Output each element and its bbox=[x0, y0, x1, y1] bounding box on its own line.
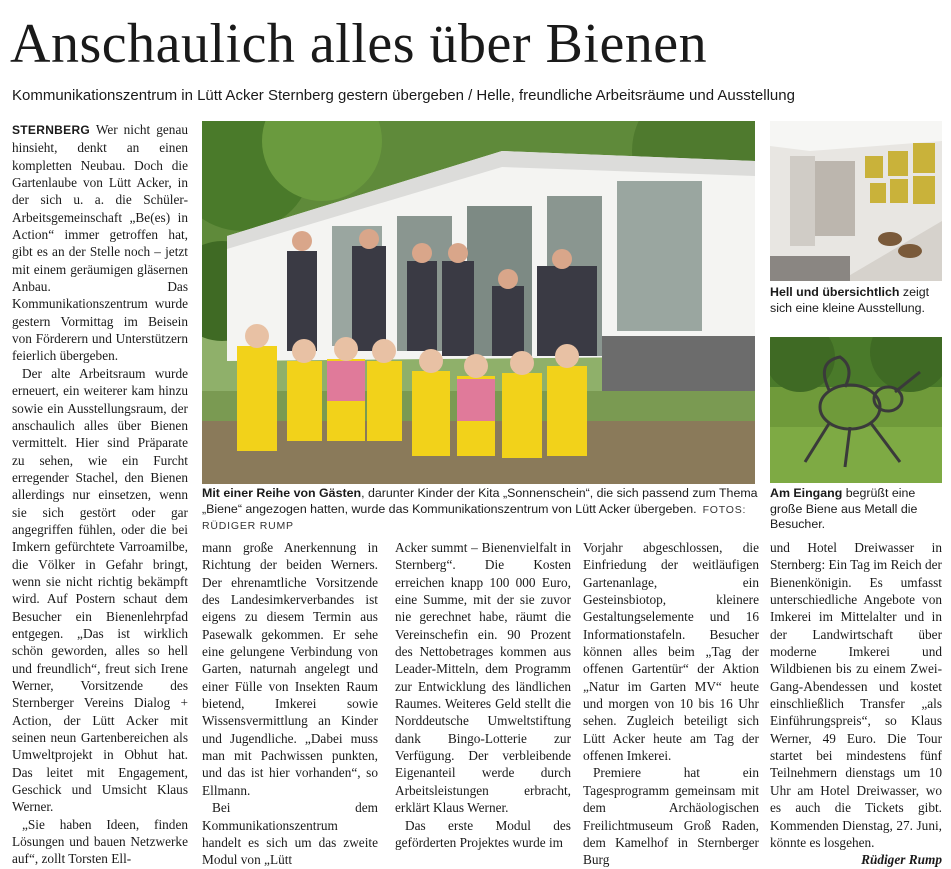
paragraph: Bei dem Kommunikationszentrum handelt es sich um das zweite Modul von „Lütt bbox=[202, 800, 378, 868]
metal-bee-sculpture-photo bbox=[770, 337, 942, 483]
subheadline: Kommunikationszentrum in Lütt Acker Sternberg gestern übergeben / Helle, freundliche Arbeitsräume und Ausstellung bbox=[12, 87, 795, 104]
paragraph: „Sie haben Ideen, finden Lösungen und bauen Netzwerke auf“, zollt Torsten Ell- bbox=[12, 816, 188, 867]
article-column-3 bbox=[395, 539, 571, 851]
paragraph: Acker summt – Bienenvielfalt in Sternberg“. Die Kosten erreichen knapp 100 000 Euro, eine Summe, mit der sie zuvor nie gerechnet habe, räumt die Vereinschefin ein. 90 Prozent des Nettobetrages kommen aus Leader-Mitteln, dem Programm zur Entwicklung des ländlichen Raumes. Weiteres Geld stellt die Norddeutsche Umweltstiftung dank Bingo-Lotterie zur Verfügung. Der verbleibende Eigenanteil werde durch Arbeitsleistungen erbracht, erklärt Klaus Werner. bbox=[395, 540, 571, 816]
headline: Anschaulich alles über Bienen bbox=[10, 13, 708, 75]
exhibition-room-photo bbox=[770, 121, 942, 281]
caption-text: begrüßt eine große Biene aus Metall die Besucher. bbox=[770, 486, 918, 531]
author-byline: Rüdiger Rump bbox=[861, 852, 942, 868]
article-column-1 bbox=[12, 121, 188, 868]
bee-photo-caption bbox=[770, 486, 946, 533]
dateline: STERNBERG bbox=[12, 123, 91, 137]
exhibition-photo-caption bbox=[770, 285, 946, 316]
main-photo-group-at-building bbox=[202, 121, 755, 484]
paragraph: Premiere hat ein Tagesprogramm gemeinsam mit dem Archäologischen Freilichtmuseum Groß Raden, dem Kamelhof in Sternberger Burg bbox=[583, 765, 759, 868]
paragraph bbox=[770, 539, 942, 868]
paragraph: mann große Anerkennung in Richtung der beiden Werners. Der ehrenamtliche Vorsitzende des Landesimkerverbandes ist eigens zu diesem Termin aus Pasewalk gekommen. Er sehe eine gelungene Verbindung von Garten, naturnah angelegt und einer Fülle von Insekten Raum bietend, Imkerei sowie Wissensvermittlung an Kinder und Jugendliche. „Dabei muss man mit Pachwissen punkten, und das ist hier vorhanden“, so Ellmann. bbox=[202, 540, 378, 798]
article-column-4 bbox=[583, 539, 759, 869]
caption-text: , darunter Kinder der Kita „Sonnenschein“, die sich passend zum Thema „Biene“ angezogen hatten, wurde das Kommunikationszentrum von Lütt Acker übergeben. bbox=[202, 486, 758, 516]
paragraph: Vorjahr abgeschlossen, die Einfriedung der weitläufigen Gartenanlage, ein Gesteinsbiotop, kleinere Gestaltungselemente und 16 Informationstafeln. Besucher können alles beim „Tag der offenen Gartentür“ der Aktion „Natur im Garten MV“ heute und morgen von 10 bis 16 Uhr sehen. Zugleich beteiligt sich Lütt Acker heute am Tag der offenen Imkerei. bbox=[583, 540, 759, 764]
main-photo-caption bbox=[202, 486, 762, 535]
caption-text: zeigt sich eine kleine Ausstellung. bbox=[770, 285, 930, 315]
photo-credit: FOTOS: RÜDIGER RUMP bbox=[202, 503, 747, 532]
article-column-5 bbox=[770, 539, 942, 869]
paragraph-text: Wer nicht genau hinsieht, denkt an einen kompletten Neubau. Doch die Gartenlaube von Lütt Acker, in der sich u. a. die Schüler-Arbeitsgemeinschaft „Be(es) in Action“ immer getroffen hat, gibt es an der Stelle noch – jetzt mit einem geräumigen gläsernen Anbau. Das Kommunikationszentrum wurde gestern Vormittag im Beisein von Förderern und Unterstützern feierlich übergeben. bbox=[12, 122, 188, 364]
paragraph bbox=[12, 121, 188, 365]
caption-lead: Mit einer Reihe von Gästen bbox=[202, 486, 362, 500]
caption-lead: Hell und übersichtlich bbox=[770, 285, 900, 299]
paragraph-text: und Hotel Dreiwasser in Sternberg: Ein Tag im Reich der Bienenkönigin. Es umfasst unterschiedliche Angebote von Imkerei im Mittelalter und in der Landwirtschaft über moderne Imkerei und Wildbienen bis zu einem Zwei-Gang-Abendessen und kostet einschließlich Transfer „als Einführungspreis“, so Klaus Werner, 49 Euro. Die Tour startet bei mindestens fünf Teilnehmern dienstags um 10 Uhr am Hotel Dreiwasser, wo es auch die Tickets gibt. Kommenden Dienstag, 27. Juni, könnte es losgehen. bbox=[770, 540, 942, 850]
caption-lead: Am Eingang bbox=[770, 486, 843, 500]
paragraph: Der alte Arbeitsraum wurde erneuert, ein weiterer kam hinzu sowie ein Ausstellungsraum, der anschaulich alles über Bienen vermittelt. Hier sind Präparate zu sehen, wie ein Furcht erregender Stachel, den Bienen allerdings nur einsetzen, wenn sie sich gestört oder gar angegriffen fühlen, oder die bei Imkern gefürchtete Varroamilbe, die Völker in Gefahr bringt, wenn sie nicht richtig bekämpft wird. Auf Postern schaut dem Besucher ein Bienenlehrpfad entgegen. „Das ist wirklich schön geworden, alles so hell und freundlich“, freut sich Irene Werner, Vorsitzende des Sternberger Vereins Dialog + Action, der Lütt Acker mit seinen neun Gartenbereichen als Umweltprojekt in Obhut hat. Das leitet mit Engagement, Geschick und Umsicht Klaus Werner. bbox=[12, 365, 188, 815]
paragraph: Das erste Modul des geförderten Projektes wurde im bbox=[395, 817, 571, 850]
article-column-2 bbox=[202, 539, 378, 869]
